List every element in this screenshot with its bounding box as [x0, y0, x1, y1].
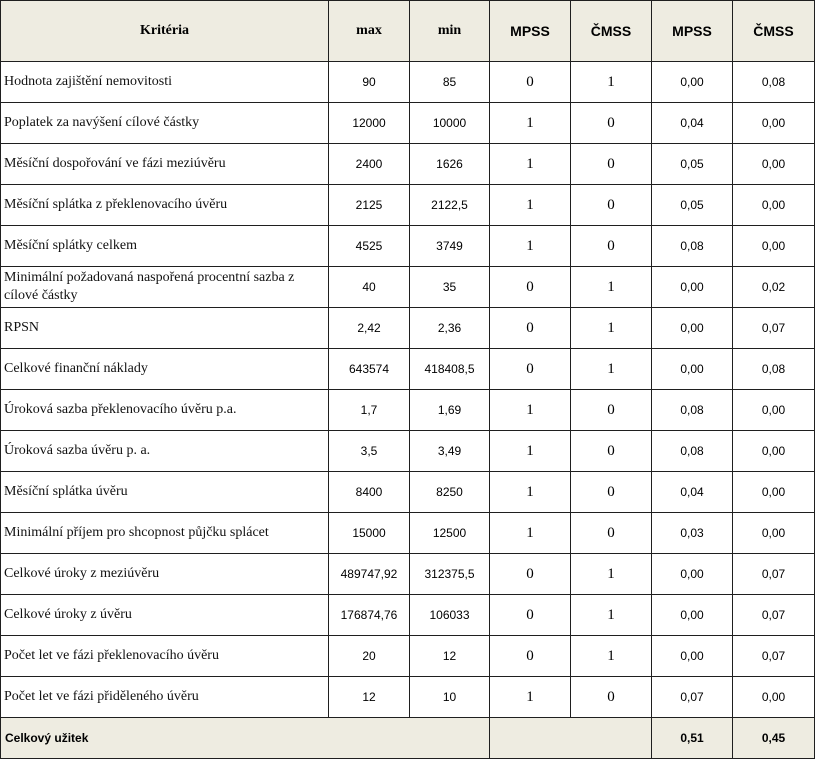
cmss-weighted-value: 0,07	[733, 636, 815, 677]
max-value: 2400	[329, 144, 410, 185]
mpss-flag: 0	[490, 595, 571, 636]
criterion-name: Měsíční splátky celkem	[1, 226, 329, 267]
cmss-weighted-value: 0,08	[733, 349, 815, 390]
mpss-weighted-value: 0,00	[652, 636, 733, 677]
criterion-name: Minimální požadovaná naspořená procentní sazba z cílové částky	[1, 267, 329, 308]
criterion-name: Počet let ve fázi překlenovacího úvěru	[1, 636, 329, 677]
cmss-weighted-value: 0,07	[733, 595, 815, 636]
table-row	[1, 185, 815, 226]
total-label: Celkový užitek	[1, 718, 490, 759]
table-body	[1, 62, 815, 718]
header-criteria: Kritéria	[1, 1, 329, 62]
max-value: 3,5	[329, 431, 410, 472]
max-value: 8400	[329, 472, 410, 513]
min-value: 8250	[410, 472, 490, 513]
table-row	[1, 308, 815, 349]
min-value: 12	[410, 636, 490, 677]
header-min: min	[410, 1, 490, 62]
mpss-flag: 0	[490, 554, 571, 595]
cmss-flag: 1	[571, 267, 652, 308]
mpss-weighted-value: 0,07	[652, 677, 733, 718]
min-value: 2122,5	[410, 185, 490, 226]
table-row	[1, 595, 815, 636]
total-cmss: 0,45	[733, 718, 815, 759]
mpss-flag: 0	[490, 267, 571, 308]
mpss-weighted-value: 0,00	[652, 62, 733, 103]
min-value: 3,49	[410, 431, 490, 472]
cmss-flag: 0	[571, 103, 652, 144]
table-row	[1, 62, 815, 103]
mpss-weighted-value: 0,08	[652, 390, 733, 431]
table-row	[1, 513, 815, 554]
cmss-weighted-value: 0,00	[733, 226, 815, 267]
min-value: 418408,5	[410, 349, 490, 390]
cmss-weighted-value: 0,00	[733, 185, 815, 226]
max-value: 2,42	[329, 308, 410, 349]
table-footer	[1, 718, 815, 759]
mpss-flag: 1	[490, 185, 571, 226]
mpss-flag: 1	[490, 144, 571, 185]
min-value: 3749	[410, 226, 490, 267]
criterion-name: Měsíční dospořování ve fázi meziúvěru	[1, 144, 329, 185]
min-value: 106033	[410, 595, 490, 636]
mpss-flag: 0	[490, 62, 571, 103]
cmss-weighted-value: 0,00	[733, 513, 815, 554]
min-value: 12500	[410, 513, 490, 554]
table-row	[1, 390, 815, 431]
mpss-weighted-value: 0,08	[652, 226, 733, 267]
criterion-name: Úroková sazba překlenovacího úvěru p.a.	[1, 390, 329, 431]
cmss-flag: 1	[571, 554, 652, 595]
mpss-flag: 1	[490, 677, 571, 718]
table-header	[1, 1, 815, 62]
mpss-weighted-value: 0,00	[652, 554, 733, 595]
cmss-flag: 1	[571, 595, 652, 636]
max-value: 12000	[329, 103, 410, 144]
cmss-weighted-value: 0,00	[733, 677, 815, 718]
mpss-weighted-value: 0,00	[652, 595, 733, 636]
criterion-name: Celkové úroky z úvěru	[1, 595, 329, 636]
criterion-name: Minimální příjem pro shcopnost půjčku splácet	[1, 513, 329, 554]
cmss-flag: 0	[571, 677, 652, 718]
criterion-name: Hodnota zajištění nemovitosti	[1, 62, 329, 103]
cmss-weighted-value: 0,08	[733, 62, 815, 103]
table-row	[1, 431, 815, 472]
max-value: 176874,76	[329, 595, 410, 636]
cmss-weighted-value: 0,00	[733, 103, 815, 144]
mpss-weighted-value: 0,05	[652, 185, 733, 226]
cmss-flag: 0	[571, 513, 652, 554]
mpss-flag: 0	[490, 636, 571, 677]
header-cmss-weighted: ČMSS	[733, 1, 815, 62]
min-value: 1,69	[410, 390, 490, 431]
max-value: 12	[329, 677, 410, 718]
criterion-name: Úroková sazba úvěru p. a.	[1, 431, 329, 472]
max-value: 643574	[329, 349, 410, 390]
cmss-flag: 1	[571, 636, 652, 677]
mpss-flag: 1	[490, 472, 571, 513]
mpss-flag: 1	[490, 390, 571, 431]
max-value: 15000	[329, 513, 410, 554]
header-mpss: MPSS	[490, 1, 571, 62]
min-value: 10000	[410, 103, 490, 144]
min-value: 1626	[410, 144, 490, 185]
mpss-flag: 1	[490, 103, 571, 144]
table-row	[1, 472, 815, 513]
max-value: 489747,92	[329, 554, 410, 595]
max-value: 90	[329, 62, 410, 103]
cmss-weighted-value: 0,00	[733, 431, 815, 472]
max-value: 20	[329, 636, 410, 677]
mpss-weighted-value: 0,05	[652, 144, 733, 185]
cmss-flag: 1	[571, 62, 652, 103]
criterion-name: Počet let ve fázi přiděleného úvěru	[1, 677, 329, 718]
min-value: 10	[410, 677, 490, 718]
table-row	[1, 554, 815, 595]
cmss-flag: 0	[571, 472, 652, 513]
mpss-flag: 1	[490, 513, 571, 554]
criterion-name: Měsíční splátka z překlenovacího úvěru	[1, 185, 329, 226]
max-value: 4525	[329, 226, 410, 267]
cmss-weighted-value: 0,00	[733, 144, 815, 185]
cmss-weighted-value: 0,00	[733, 472, 815, 513]
cmss-flag: 0	[571, 144, 652, 185]
criterion-name: RPSN	[1, 308, 329, 349]
cmss-weighted-value: 0,00	[733, 390, 815, 431]
max-value: 2125	[329, 185, 410, 226]
min-value: 35	[410, 267, 490, 308]
mpss-weighted-value: 0,00	[652, 267, 733, 308]
cmss-flag: 0	[571, 226, 652, 267]
header-mpss-weighted: MPSS	[652, 1, 733, 62]
criterion-name: Měsíční splátka úvěru	[1, 472, 329, 513]
criterion-name: Poplatek za navýšení cílové částky	[1, 103, 329, 144]
mpss-weighted-value: 0,04	[652, 103, 733, 144]
mpss-flag: 0	[490, 308, 571, 349]
header-row	[1, 1, 815, 62]
min-value: 2,36	[410, 308, 490, 349]
table-row	[1, 677, 815, 718]
table-row	[1, 103, 815, 144]
table-row	[1, 636, 815, 677]
cmss-weighted-value: 0,07	[733, 554, 815, 595]
total-mpss: 0,51	[652, 718, 733, 759]
cmss-flag: 1	[571, 349, 652, 390]
cmss-weighted-value: 0,02	[733, 267, 815, 308]
table-row	[1, 226, 815, 267]
mpss-weighted-value: 0,08	[652, 431, 733, 472]
table-row	[1, 144, 815, 185]
cmss-flag: 1	[571, 308, 652, 349]
cmss-flag: 0	[571, 431, 652, 472]
header-max: max	[329, 1, 410, 62]
table-row	[1, 349, 815, 390]
min-value: 85	[410, 62, 490, 103]
total-empty-cell	[490, 718, 652, 759]
header-cmss: ČMSS	[571, 1, 652, 62]
criterion-name: Celkové úroky z meziúvěru	[1, 554, 329, 595]
mpss-weighted-value: 0,04	[652, 472, 733, 513]
cmss-flag: 0	[571, 390, 652, 431]
table-row	[1, 267, 815, 308]
max-value: 1,7	[329, 390, 410, 431]
cmss-weighted-value: 0,07	[733, 308, 815, 349]
mpss-flag: 1	[490, 431, 571, 472]
mpss-weighted-value: 0,03	[652, 513, 733, 554]
max-value: 40	[329, 267, 410, 308]
mpss-weighted-value: 0,00	[652, 349, 733, 390]
min-value: 312375,5	[410, 554, 490, 595]
cmss-flag: 0	[571, 185, 652, 226]
criterion-name: Celkové finanční náklady	[1, 349, 329, 390]
total-row	[1, 718, 815, 759]
mpss-weighted-value: 0,00	[652, 308, 733, 349]
mpss-flag: 1	[490, 226, 571, 267]
mpss-flag: 0	[490, 349, 571, 390]
